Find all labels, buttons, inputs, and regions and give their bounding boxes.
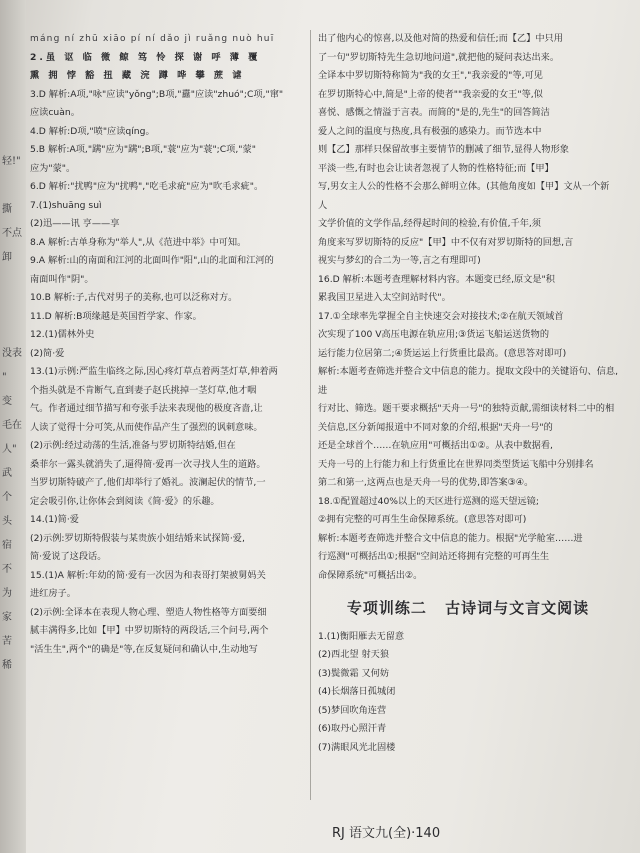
left-line: 12.(1)儒林外史	[30, 329, 95, 340]
right-line: 视实与梦幻的合二为一等,言之有理即可)	[318, 255, 481, 266]
left-line: 7.(1)shuāng suì	[30, 199, 102, 211]
left-line: 2.虽 讴 临 微 鲸 笃 怜 探 谢 呼 薄 覆	[30, 51, 261, 63]
right-line: 平淡一些,有时也会让读者忽视了人物的性格特征;而【甲】	[318, 162, 554, 174]
left-line: 熏 拥 悖 豁 扭 藏 浣 蹲 哗 攀 蔗 谑	[30, 70, 245, 81]
left-line: 定会吸引你,让你体会到阅读《简·爱》的乐趣。	[30, 495, 220, 507]
left-line: (2)示例:罗切斯特假装与某贵族小姐结婚来试探简·爱,	[30, 532, 245, 544]
left-line: 13.(1)示例:严监生临终之际,因心疼灯草点着两茎灯草,伸着两	[30, 366, 278, 377]
right-line: 16.D 解析:本题考查理解材料内容。本题变已经,原文是"积	[318, 273, 555, 285]
left-line: 气。作者通过细节描写和夸张手法来表现他的极度吝啬,让	[30, 403, 263, 414]
right-line: 运行能力位居第二;④货运运上行货重比最高。(意思答对即可)	[318, 347, 567, 359]
right-line: 了一句"罗切斯特先生急切地问道",就把他的疑问表达出来。	[318, 51, 560, 63]
left-line: máng ní zhū xiāo pí ní dǎo jì ruǎng nuò huī	[30, 34, 275, 44]
left-line: 应读cuàn。	[30, 107, 80, 118]
margin-fragment	[2, 294, 24, 318]
margin-fragment	[2, 174, 24, 198]
poetry-answers	[318, 628, 618, 758]
left-line: 当罗切斯特破产了,他们却举行了婚礼。波澜起伏的情节,一	[30, 477, 266, 488]
right-line: 天舟一号的上行能力和上行货重比在世界同类型货运飞船中分别排名	[318, 458, 594, 470]
margin-fragment: 头	[2, 516, 12, 527]
right-line: 关信息,区分新闻报道中不同对象的介绍,根据"天舟一号"的	[318, 421, 553, 433]
margin-fragment: 苦	[2, 636, 12, 647]
right-line: 则【乙】那样只保留故事主要情节的删减了细节,显得人物形象	[318, 144, 569, 155]
poetry-line: (6)取丹心照汗青	[318, 723, 387, 734]
margin-fragment: 不	[2, 564, 12, 575]
poetry-line: (5)梦回吹角连营	[318, 704, 387, 716]
poetry-line: (4)长烟落日孤城闭	[318, 686, 396, 697]
margin-fragment: 撕	[2, 204, 12, 215]
left-line: 个指头就是不肯断气,直到妻子赵氏挑掉一茎灯草,他才咽	[30, 384, 257, 396]
left-line: 桑菲尔一露头就消失了,逼得简·爱再一次寻找人生的道路。	[30, 458, 266, 470]
left-line: (2)示例:经过动荡的生活,准备与罗切斯特结婚,但在	[30, 440, 236, 451]
left-line: 10.B 解析:子,古代对男子的美称,也可以泛称对方。	[30, 292, 238, 303]
margin-fragment: 个	[2, 492, 12, 503]
left-line: 3.D 解析:A项,"咏"应读"yǒng";B项,"纛"应读"zhuó";C项,"窜"	[30, 88, 284, 100]
right-line: 18.①配置超过40%以上的天区进行巡测的巡天望远镜;	[318, 495, 539, 507]
right-column	[318, 30, 618, 757]
left-line: 8.A 解析:古单身称为"举人",从《范进中举》中可知。	[30, 236, 247, 248]
margin-fragment: 轻!"	[2, 156, 21, 167]
left-line: 腻丰满得多,比如【甲】中罗切斯特的两段话,三个问号,两个	[30, 625, 269, 636]
poetry-line: (3)鬓微霜 又何妨	[318, 667, 390, 679]
right-line: 出了他内心的惊喜,以及他对简的热爱和信任;而【乙】中只用	[318, 33, 563, 44]
right-line: 文学价值的文学作品,经得起时间的检验,有价值,千年,须	[318, 218, 541, 229]
left-line: (2)示例:全译本在表现人物心理、塑造人物性格等方面要细	[30, 606, 267, 618]
section-title-right: 古诗词与文言文阅读	[445, 599, 590, 617]
right-line: 写,男女主人公的性格不会那么鲜明立体。(其他角度如【甲】文从一个新人	[318, 181, 610, 211]
right-line: ②拥有完整的可再生生命保障系统。(意思答对即可)	[318, 514, 527, 525]
right-line: 行巡测"可概括出①;根据"空间站还将拥有完整的可再生生	[318, 551, 550, 562]
poetry-line: (2)西北望 射天狼	[318, 649, 390, 660]
right-line: 全译本中罗切斯特称简为"我的女王","我亲爱的"等,可见	[318, 70, 543, 81]
right-line: 行对比、筛选。题干要求概括"天舟一号"的独特贡献,需细读材料二中的相	[318, 403, 615, 414]
right-line: 还是全球首个……在轨应用"可概括出①②。从表中数据看,	[318, 440, 553, 451]
margin-fragment: 毛在	[2, 420, 22, 431]
margin-fragment: 宿	[2, 540, 12, 551]
left-line: (2)迅——讯 亨——享	[30, 218, 120, 229]
poetry-line: 1.(1)衡阳雁去无留意	[318, 630, 405, 642]
left-line: 15.(1)A 解析:年幼的简·爱有一次因为和表哥打架被舅妈关	[30, 569, 266, 581]
right-line: 第二和第一,这两点也是天舟一号的优势,即答案③④。	[318, 477, 534, 488]
poetry-line: (7)满眼风光北固楼	[318, 741, 396, 753]
right-line: 次实现了100 V高压电源在轨应用;③货运飞船运送货物的	[318, 329, 550, 340]
section-title	[318, 599, 618, 618]
right-line: 喜悦、感慨之情溢于言表。而简的"是的,先生"的回答简洁	[318, 107, 550, 118]
left-line: 4.D 解析:D项,"喷"应读qíng。	[30, 125, 155, 137]
margin-fragment: 不点卸	[2, 228, 22, 263]
margin-fragment: 为	[2, 588, 12, 599]
margin-fragment: "	[2, 372, 7, 383]
left-line: "活生生",两个"的确是"等,在反复疑问和确认中,生动地写	[30, 643, 258, 655]
right-line: 角度来写罗切斯特的反应"【甲】中不仅有对罗切斯特的回想,言	[318, 236, 574, 248]
margin-fragment: 家	[2, 612, 12, 623]
right-line: 累我国卫星进入太空间站时代"。	[318, 292, 451, 303]
section-title-left: 专项训练二	[346, 599, 427, 617]
page-footer: RJ 语文九(全)·140	[332, 826, 441, 841]
margin-fragments	[2, 150, 24, 678]
margin-fragment: 变	[2, 396, 12, 407]
margin-fragment	[2, 318, 24, 342]
left-page-edge	[0, 0, 26, 853]
right-line: 爱人之间的温度与热度,具有极强的感染力。而节选本中	[318, 125, 542, 137]
margin-fragment	[2, 270, 24, 294]
left-line: 简·爱说了这段话。	[30, 551, 107, 562]
margin-fragment: 稀	[2, 660, 12, 671]
right-column-answers	[318, 30, 618, 585]
column-divider	[310, 30, 311, 800]
margin-fragment: 人"	[2, 444, 17, 455]
left-column	[30, 30, 305, 659]
right-line: 17.①全球率先掌握全自主快速交会对接技术;②在航天领域首	[318, 310, 564, 322]
left-line: 5.B 解析:A项,"蹒"应为"蹒";B项,"蓑"应为"蓑";C项,"蒙"	[30, 144, 256, 155]
left-line: 9.A 解析:山的南面和江河的北面叫作"阳",山的北面和江河的	[30, 255, 274, 266]
left-line: 进红房子。	[30, 588, 76, 599]
right-line: 在罗切斯特心中,简是"上帝的使者""我亲爱的女王"等,似	[318, 88, 543, 100]
right-line: 解析:本题考查筛选并整合文中信息的能力。提取文段中的关键语句、信息,进	[318, 366, 619, 396]
left-line: 人读了觉得十分可笑,从而使作品产生了强烈的讽刺意味。	[30, 421, 263, 433]
left-line: 14.(1)简·爱	[30, 514, 79, 525]
left-line: 应为"蒙"。	[30, 162, 76, 174]
left-line: 11.D 解析:B项缘越是英国哲学家、作家。	[30, 310, 202, 322]
margin-fragment: 没表	[2, 348, 22, 359]
left-line: 南面叫作"阴"。	[30, 273, 94, 285]
left-line: 6.D 解析:"扰鸭"应为"扰鸭","吃毛求疵"应为"吹毛求疵"。	[30, 181, 264, 192]
right-line: 解析:本题考查筛选并整合文中信息的能力。根据"光学舱室……进	[318, 532, 583, 544]
margin-fragment: 武	[2, 468, 12, 479]
right-line: 命保障系统"可概括出②。	[318, 569, 423, 581]
left-line: (2)简·爱	[30, 347, 65, 359]
